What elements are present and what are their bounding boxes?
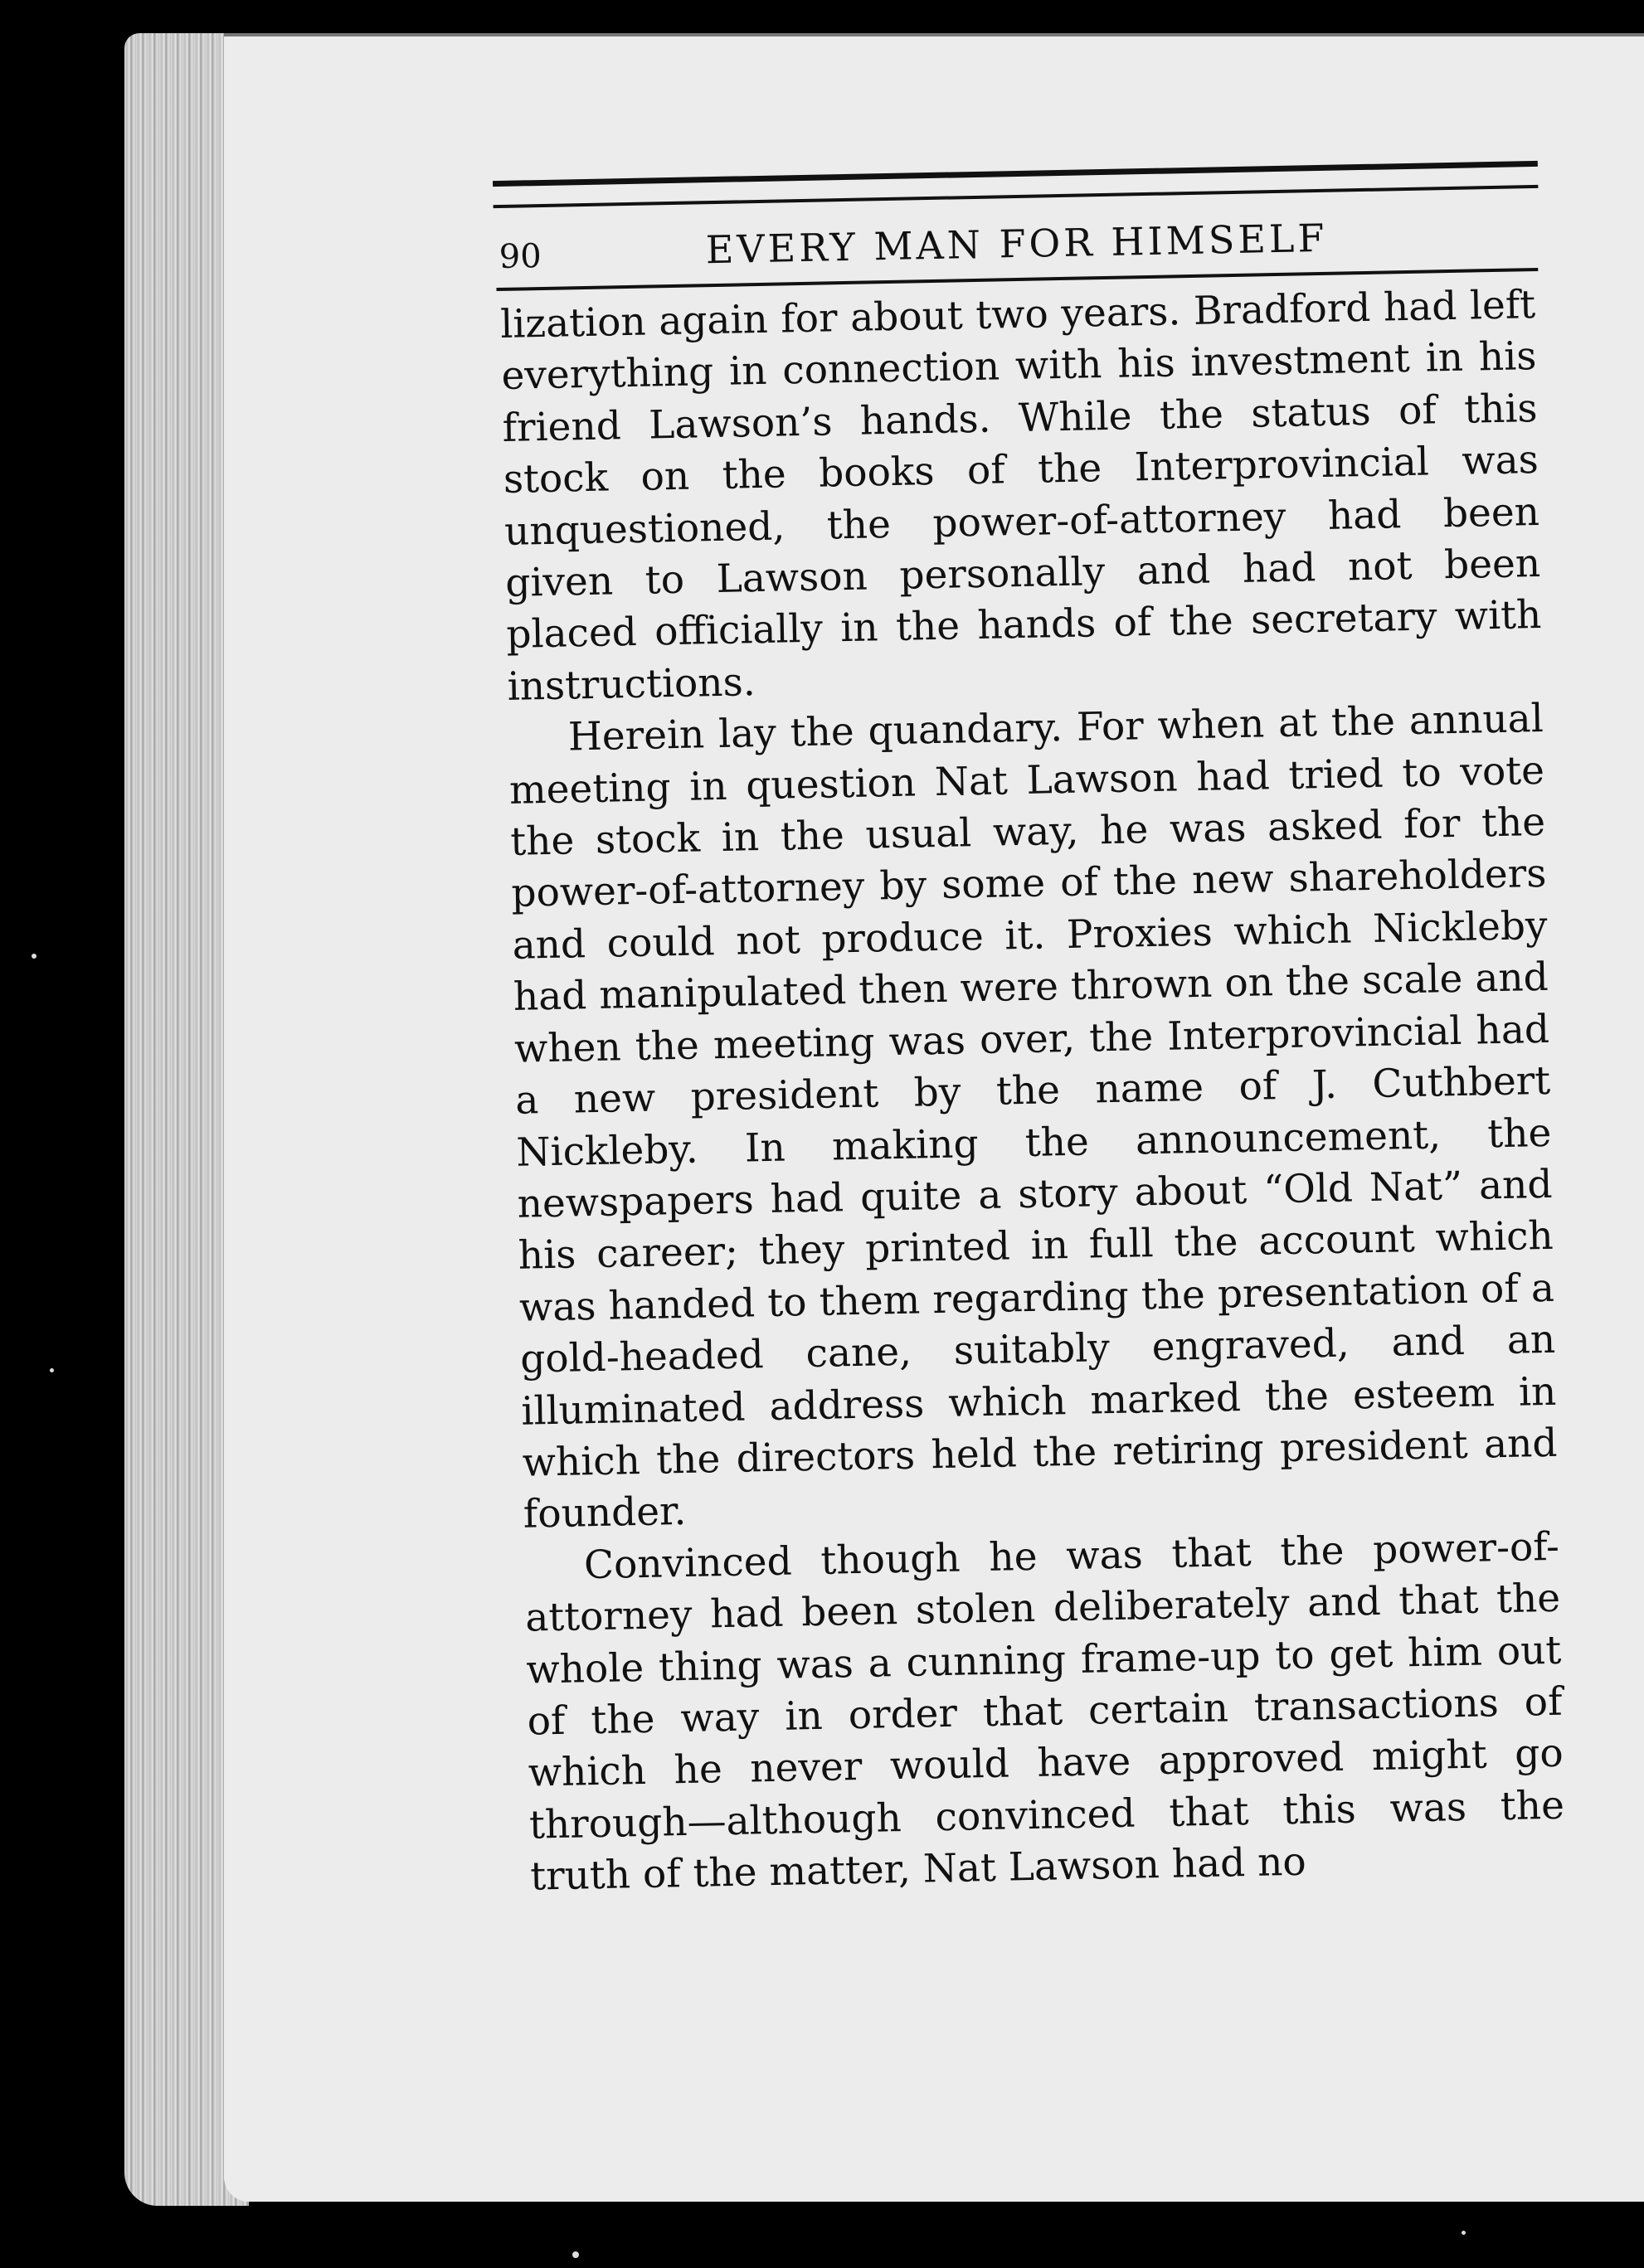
page-content (498, 161, 1566, 1903)
paragraph-continued: lization again for about two years. Bradford had left everything in connection with his investment in his friend Lawson’s hands. While the status of this stock on the books of the Interprovincial was unquestioned, the power-of-attorney had been given to Lawson personally and had not been placed officially in the hands of the secretary with instructions. (499, 282, 1542, 710)
body-text (500, 279, 1566, 1903)
page-number: 90 (499, 237, 542, 276)
page-top-edge (224, 33, 1644, 36)
paragraph: Herein lay the quandary. For when at the annual meeting in question Nat Lawson had tried to vote the stock in the usual way, he was asked for the power-of-attorney by some of the new shareholders and could not produce it. Proxies which Nickleby had manipulated then were thrown on the scale and when the meeting was over, the Interprovincial had a new president by the name of J. Cuthbert Nickleby. In making the announcement, the newspapers had quite a story about “Old Nat” and his career; they printed in full the account which was handed to them regarding the presentation of a gold-headed cane, suitably engraved, and an illuminated address which marked the esteem in which the directors held the retiring president and founder. (508, 696, 1558, 1538)
paragraph: Convinced though he was that the power-of-attorney had been stolen deliberately and that the whole thing was a cunning frame-up to get him out of the way in order that certain transactions of which he never would have approved might go through—although convinced that this was the truth of the matter, Nat Lawson had no (524, 1523, 1565, 1900)
running-title: EVERY MAN FOR HIMSELF (705, 215, 1328, 273)
